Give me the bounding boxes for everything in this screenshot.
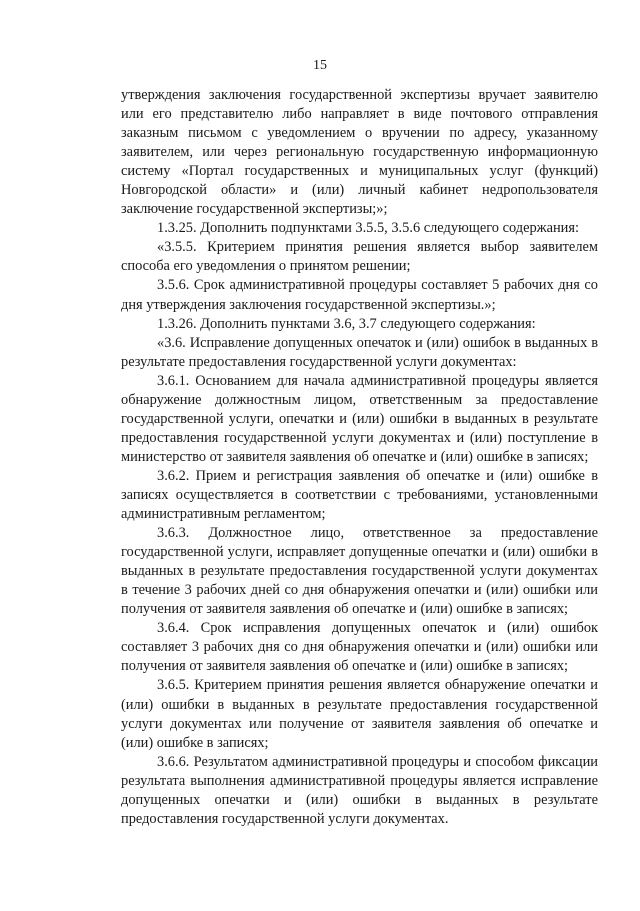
paragraph: 3.6.3. Должностное лицо, ответственное за предоставление государственной услуги, исправляет допущенные опечатки и (или) ошибки в выданных в результате предоставления государственной услуги документах в течение 3 рабочих дней со дня обнаружения опечатки и (или) ошибки или получения от заявителя заявления об опечатке и (или) ошибке в записях; [121, 525, 598, 618]
paragraph: 3.6.1. Основанием для начала административной процедуры является обнаружение должностным лицом, ответственным за предоставление государственной услуги, опечатки и (или) ошибки в выданных в результате предоставления государственной услуги документах и (или) поступление в министерство от заявителя заявления об опечатке и (или) ошибке в записях; [121, 372, 598, 465]
paragraph: 1.3.26. Дополнить пунктами 3.6, 3.7 следующего содержания: [157, 315, 536, 332]
page-number: 15 [313, 58, 327, 73]
paragraph: «3.6. Исправление допущенных опечаток и (или) ошибок в выданных в результате предоставления государственной услуги документах: [121, 334, 598, 370]
paragraph: 3.5.6. Срок административной процедуры составляет 5 рабочих дня со дня утверждения заключения государственной экспертизы.»; [121, 277, 598, 313]
paragraph: 1.3.25. Дополнить подпунктами 3.5.5, 3.5.6 следующего содержания: [157, 220, 579, 237]
paragraph: 3.6.2. Прием и регистрация заявления об опечатке и (или) ошибке в записях осуществляется в соответствии с требованиями, установленными административным регламентом; [121, 467, 598, 523]
paragraph: 3.6.5. Критерием принятия решения является обнаружение опечатки и (или) ошибки в выданных в результате предоставления государственной услуги документах или получение от заявителя заявления об опечатке и (или) ошибке в записях; [121, 677, 598, 751]
paragraph: 3.6.4. Срок исправления допущенных опечаток и (или) ошибок составляет 3 рабочих дня со дня обнаружения опечатки и (или) ошибки или получения от заявителя заявления об опечатке и (или) ошибке в записях; [121, 620, 598, 675]
paragraph: 3.6.6. Результатом административной процедуры и способом фиксации результата выполнения административной процедуры является исправление допущенных опечатки и (или) ошибки в выданных в результате предоставления государственной услуги документах. [121, 753, 598, 827]
paragraph: «3.5.5. Критерием принятия решения является выбор заявителем способа его уведомления о принятом решении; [121, 239, 598, 275]
document-body [121, 86, 598, 829]
paragraph: утверждения заключения государственной экспертизы вручает заявителю или его представителю либо направляет в виде почтового отправления заказным письмом с уведомлением о вручении по адресу, указанному заявителем, или через региональную государственную информационную систему «Портал государственных и муниципальных услуг (функций) Новгородской области» и (или) личный кабинет недропользователя заключение государственной экспертизы;»; [121, 87, 598, 218]
